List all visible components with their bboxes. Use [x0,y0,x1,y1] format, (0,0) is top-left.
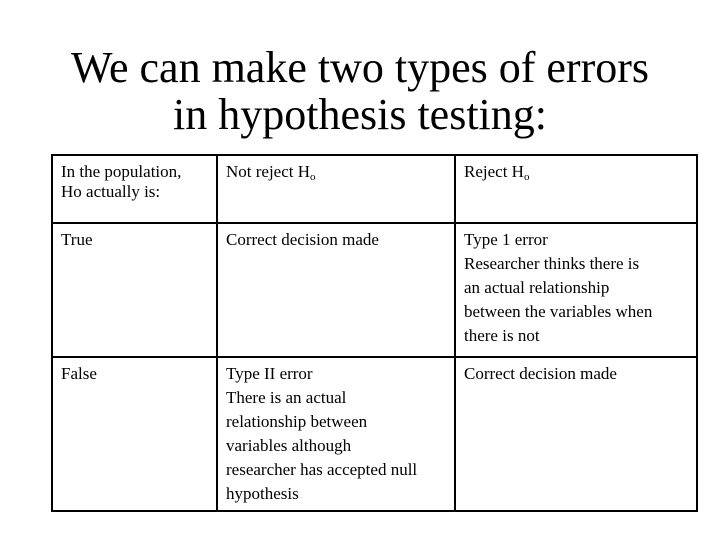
header-reject-subscript: o [523,171,530,183]
header-cell-reject [455,155,697,223]
row-true-label: True [52,223,217,357]
table-header-row [52,155,697,223]
row-true-reject-line-2: Researcher thinks there is [464,254,640,273]
row-false-not-reject-line-1: Type II error [226,364,313,383]
header-population-line-2: Ho actually is: [61,182,161,201]
table-row-true [52,223,697,357]
header-population-line-1: In the population, [61,162,182,181]
slide-title [0,44,720,138]
header-reject-text: Reject H [464,162,524,181]
row-false-not-reject-line-4: variables although [226,436,352,455]
slide-title-line-2: in hypothesis testing: [173,90,547,139]
row-false-not-reject-line-2: There is an actual [226,388,347,407]
header-not-reject-subscript: o [310,171,316,183]
row-true-reject-line-1: Type 1 error [464,230,548,249]
row-false-label: False [52,357,217,511]
header-cell-population [52,155,217,223]
row-false-reject-cell [455,357,697,511]
table-row-false [52,357,697,511]
slide-title-line-1: We can make two types of errors [70,43,649,92]
header-not-reject-text: Not reject H [226,162,311,181]
row-true-not-reject-cell [217,223,455,357]
row-true-not-reject-line-1: Correct decision made [226,230,379,249]
row-false-not-reject-line-6: hypothesis [226,484,299,503]
row-true-reject-line-3: an actual relationship [464,278,610,297]
hypothesis-errors-table [51,154,698,512]
row-true-reject-line-4: between the variables when [464,302,653,321]
row-false-not-reject-line-5: researcher has accepted null [226,460,418,479]
row-false-reject-line-1: Correct decision made [464,364,617,383]
row-false-not-reject-line-3: relationship between [226,412,368,431]
row-true-reject-cell [455,223,697,357]
header-cell-not-reject [217,155,455,223]
row-false-not-reject-cell [217,357,455,511]
row-true-reject-line-5: there is not [464,326,540,345]
